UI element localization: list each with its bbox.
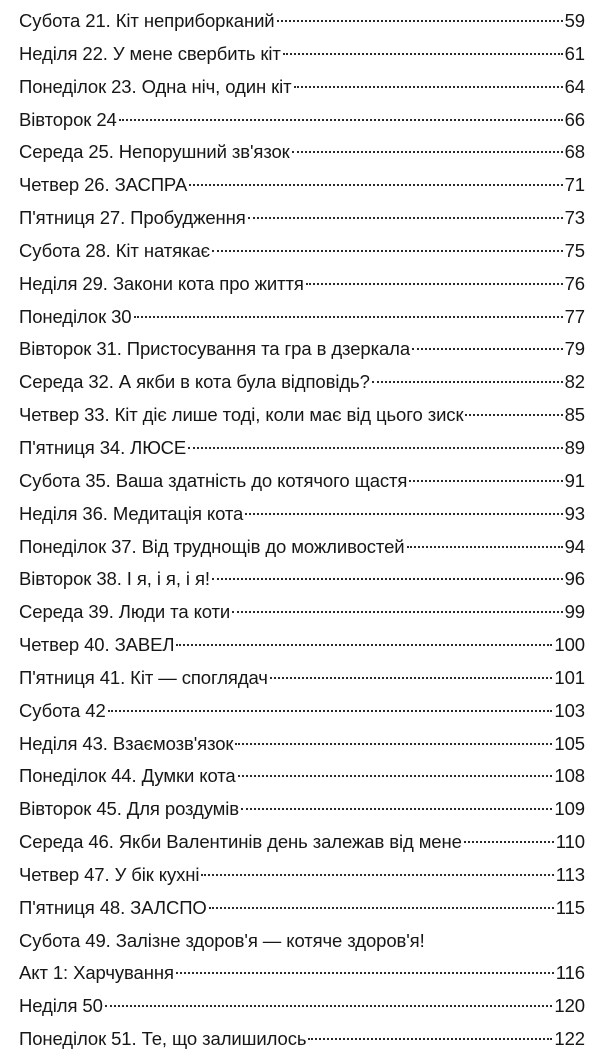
dot-leader (306, 283, 563, 285)
toc-entry-title: Неділя 22. У мене свербить кіт (19, 42, 281, 64)
toc-entry (19, 5, 585, 38)
toc-entry-page: 122 (554, 1028, 585, 1050)
dot-leader (283, 53, 563, 55)
toc-entry (19, 1023, 585, 1056)
toc-entry (19, 104, 585, 137)
toc-entry (19, 169, 585, 202)
toc-entry-title: Четвер 33. Кіт діє лише тоді, коли має від цього зиск (19, 404, 464, 426)
toc-entry-title: Субота 28. Кіт натякає (19, 239, 210, 261)
toc-entry-page: 89 (564, 436, 585, 458)
toc-entry (19, 662, 585, 695)
toc-entry-page: 71 (564, 174, 585, 196)
dot-leader (308, 1038, 552, 1040)
toc-entry-title: Середа 32. А якби в кота була відповідь? (19, 371, 370, 393)
toc-entry-title: Четвер 26. ЗАСПРА (19, 174, 188, 196)
dot-leader (235, 743, 552, 745)
toc-entry (19, 71, 585, 104)
toc-entry-title: П'ятниця 34. ЛЮСЕ (19, 436, 187, 458)
toc-entry-page: 96 (564, 568, 585, 590)
toc-entry-page: 77 (564, 305, 585, 327)
toc-entry-page: 110 (555, 831, 585, 853)
toc-entry (19, 990, 585, 1023)
toc-entry-title: П'ятниця 41. Кіт — споглядач (19, 666, 268, 688)
dot-leader (241, 808, 552, 810)
dot-leader (407, 546, 563, 548)
toc-entry-title: Понеділок 51. Те, що залишилось (19, 1028, 307, 1050)
dot-leader (409, 480, 562, 482)
toc-entry-title: Середа 39. Люди та коти (19, 601, 231, 623)
toc-entry-page: 108 (554, 765, 585, 787)
toc-entry (19, 38, 585, 71)
toc-entry (19, 728, 585, 761)
toc-entry (19, 892, 585, 925)
toc-entry-page: 66 (564, 108, 585, 130)
dot-leader (189, 184, 562, 186)
toc-entry (19, 301, 585, 334)
dot-leader (248, 217, 563, 219)
toc-entry-page: 105 (554, 732, 585, 754)
toc-entry-page: 109 (554, 798, 585, 820)
dot-leader (176, 972, 554, 974)
toc-entry (19, 793, 585, 826)
toc-entry-page: 61 (564, 42, 585, 64)
toc-entry-page: 116 (555, 962, 585, 984)
toc-entry (19, 399, 585, 432)
toc-entry (19, 629, 585, 662)
toc-entry-page: 100 (554, 634, 585, 656)
dot-leader (212, 578, 563, 580)
toc-entry-title: Середа 46. Якби Валентинів день залежав від мене (19, 831, 462, 853)
toc-entry-page: 73 (564, 207, 585, 229)
toc-entry-page: 101 (554, 666, 585, 688)
dot-leader (188, 447, 563, 449)
toc-entry-page: 85 (564, 404, 585, 426)
toc-entry-page: 94 (564, 535, 585, 557)
dot-leader (232, 611, 562, 613)
toc-entry-page: 82 (564, 371, 585, 393)
toc-entry-title: Неділя 36. Медитація кота (19, 502, 244, 524)
toc-entry-title: Понеділок 30 (19, 305, 132, 327)
toc-list (19, 5, 585, 1056)
toc-entry-page: 93 (564, 502, 585, 524)
toc-entry-title: Вівторок 31. Пристосування та гра в дзеркала (19, 338, 411, 360)
toc-entry-page: 75 (564, 239, 585, 261)
toc-entry-title: Неділя 50 (19, 995, 103, 1017)
dot-leader (465, 414, 562, 416)
toc-entry-page: 91 (564, 469, 585, 491)
toc-entry-page: 59 (564, 10, 585, 31)
dot-leader (245, 513, 562, 515)
dot-leader (277, 20, 563, 22)
toc-entry-title: Вівторок 24 (19, 108, 117, 130)
toc-entry-title: П'ятниця 27. Пробудження (19, 207, 246, 229)
dot-leader (212, 250, 563, 252)
toc-entry (19, 531, 585, 564)
toc-entry (19, 826, 585, 859)
dot-leader (372, 381, 563, 383)
toc-entry-title: Четвер 47. У бік кухні (19, 863, 200, 885)
dot-leader (292, 151, 563, 153)
dot-leader (119, 119, 563, 121)
toc-entry (19, 432, 585, 465)
toc-entry-heading (19, 925, 585, 958)
dot-leader (105, 1005, 553, 1007)
toc-entry-title: Субота 35. Ваша здатність до котячого щастя (19, 469, 408, 491)
toc-entry-page: 115 (555, 896, 585, 918)
dot-leader (108, 710, 553, 712)
toc-entry-title: П'ятниця 48. ЗАЛСПО (19, 896, 207, 918)
toc-entry (19, 366, 585, 399)
toc-entry-page: 76 (564, 272, 585, 294)
dot-leader (176, 644, 552, 646)
dot-leader (209, 907, 554, 909)
dot-leader (270, 677, 553, 679)
dot-leader (464, 841, 554, 843)
toc-entry (19, 235, 585, 268)
toc-entry-title: Субота 49. Залізне здоров'я — котяче здоров'я! (19, 929, 425, 951)
dot-leader (294, 86, 563, 88)
toc-entry-page: 103 (554, 699, 585, 721)
toc-entry-title: Субота 21. Кіт неприборканий (19, 10, 275, 31)
toc-entry-title: Понеділок 44. Думки кота (19, 765, 236, 787)
toc-entry-title: Субота 42 (19, 699, 106, 721)
toc-entry (19, 465, 585, 498)
toc-entry-page: 99 (564, 601, 585, 623)
toc-entry (19, 563, 585, 596)
toc-entry (19, 333, 585, 366)
toc-entry (19, 760, 585, 793)
toc-entry (19, 695, 585, 728)
toc-entry-title: Середа 25. Непорушний зв'язок (19, 141, 290, 163)
toc-entry (19, 498, 585, 531)
toc-entry-title: Неділя 43. Взаємозв'язок (19, 732, 234, 754)
toc-entry-title: Понеділок 23. Одна ніч, один кіт (19, 75, 292, 97)
toc-entry (19, 957, 585, 990)
toc-entry-page: 68 (564, 141, 585, 163)
toc-entry-page: 120 (554, 995, 585, 1017)
toc-entry-title: Неділя 29. Закони кота про життя (19, 272, 304, 294)
dot-leader (134, 316, 563, 318)
toc-entry (19, 202, 585, 235)
dot-leader (238, 775, 553, 777)
toc-entry-page: 79 (564, 338, 585, 360)
toc-entry-page: 64 (564, 75, 585, 97)
toc-entry (19, 136, 585, 169)
toc-entry (19, 268, 585, 301)
toc-entry-page: 113 (555, 863, 585, 885)
toc-entry-title: Вівторок 45. Для роздумів (19, 798, 240, 820)
toc-entry-title: Понеділок 37. Від труднощів до можливостей (19, 535, 405, 557)
dot-leader (201, 874, 553, 876)
toc-entry-title: Вівторок 38. І я, і я, і я! (19, 568, 210, 590)
toc-entry (19, 859, 585, 892)
dot-leader (412, 348, 563, 350)
toc-entry (19, 596, 585, 629)
toc-entry-title: Четвер 40. ЗАВЕЛ (19, 634, 175, 656)
toc-entry-title: Акт 1: Харчування (19, 962, 174, 984)
